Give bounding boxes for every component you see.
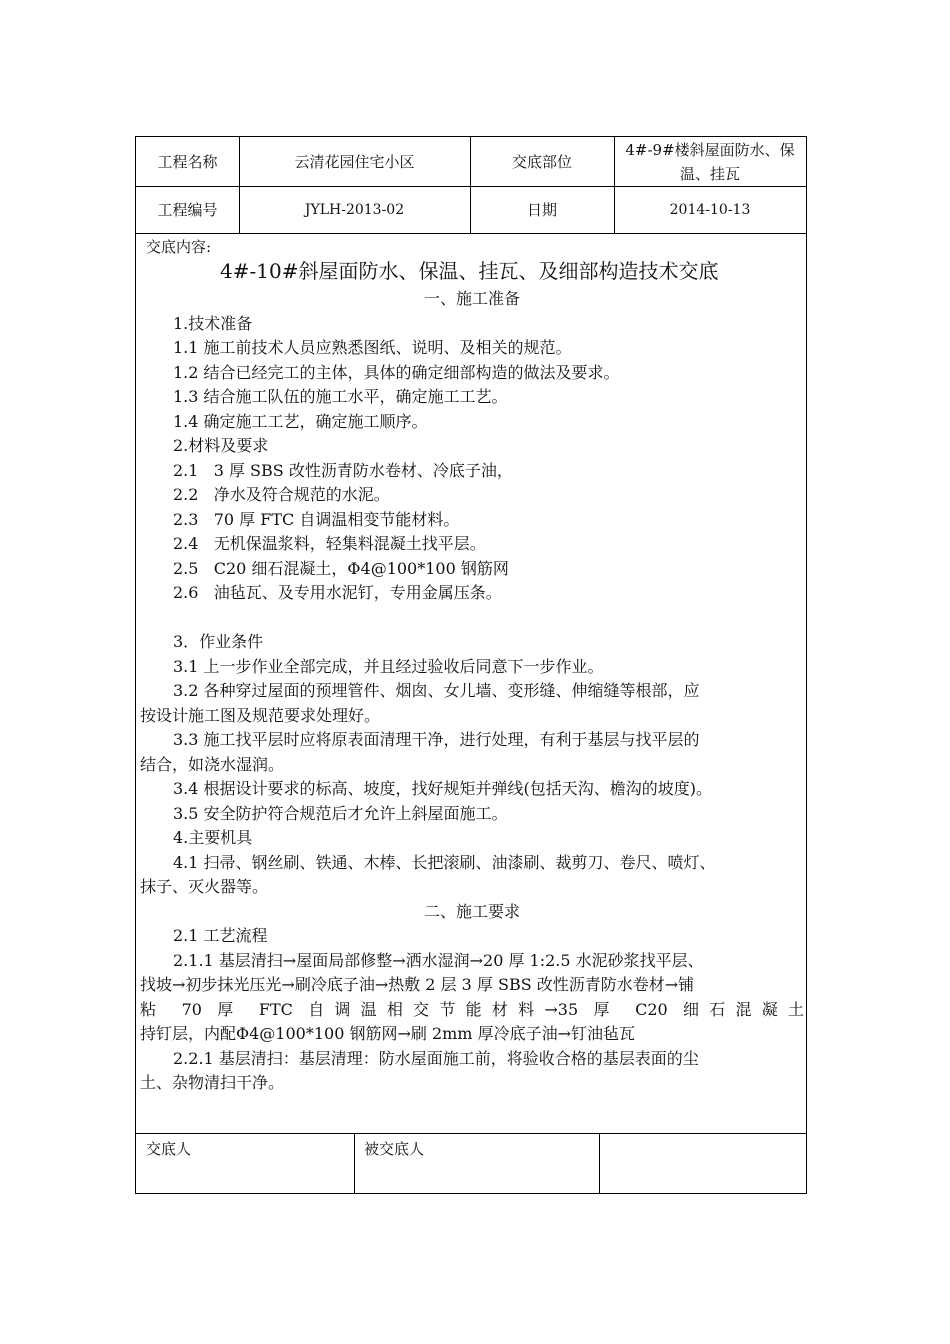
discloser-label: 交底人 (146, 1140, 192, 1158)
content-line: 结合，如浇水湿润。 (140, 755, 285, 774)
content-line: 粘 70 厚 FTC 自调温相交节能材料→35 厚 C20 细石混凝土 (140, 1000, 804, 1019)
project-number-value: JYLH-2013-02 (304, 201, 405, 218)
content-line: 3.2 各种穿过屋面的预埋管件、烟囱、女儿墙、变形缝、伸缩缝等根部，应 (173, 681, 700, 700)
content-line: 3.4 根据设计要求的标高、坡度，找好规矩并弹线(包括天沟、檐沟的坡度)。 (173, 779, 713, 798)
content-line: 1.2 结合已经完工的主体，具体的确定细部构造的做法及要求。 (173, 363, 620, 382)
content-line: 3．作业条件 (173, 632, 264, 651)
content-line: 2.1 3 厚 SBS 改性沥青防水卷材、冷底子油， (173, 461, 513, 480)
section-heading: 二、施工要求 (424, 902, 521, 921)
document-title: 4#-10#斜屋面防水、保温、挂瓦、及细部构造技术交底 (220, 259, 719, 283)
disclosure-content (136, 235, 806, 1135)
disclosure-part-label: 交底部位 (511, 152, 572, 171)
content-line: 2.4 无机保温浆料，轻集料混凝土找平层。 (173, 534, 486, 553)
receiver-label: 被交底人 (364, 1140, 425, 1158)
row-divider (136, 233, 806, 234)
content-line: 4.主要机具 (173, 828, 253, 847)
content-line: 4.1 扫帚、钢丝刷、铁通、木棒、长把滚刷、油漆刷、裁剪刀、卷尺、喷灯、 (173, 853, 716, 872)
content-line: 2.2 净水及符合规范的水泥。 (173, 485, 390, 504)
project-name-value: 云清花园住宅小区 (294, 152, 415, 171)
project-number-label: 工程编号 (157, 200, 218, 219)
date-label: 日期 (526, 200, 557, 219)
content-line: 2.3 70 厚 FTC 自调温相变节能材料。 (173, 510, 460, 529)
content-line: 1.1 施工前技术人员应熟悉图纸、说明、及相关的规范。 (173, 338, 572, 357)
content-line: 1.技术准备 (173, 314, 253, 333)
content-line: 1.4 确定施工工艺，确定施工顺序。 (173, 412, 428, 431)
content-line: 2.材料及要求 (173, 436, 269, 455)
disclosure-part-value: 4#-9#楼斜屋面防水、保温、挂瓦 (625, 140, 795, 183)
content-line: 3.1 上一步作业全部完成，并且经过验收后同意下一步作业。 (173, 657, 604, 676)
col-divider (354, 1133, 355, 1193)
section-heading: 一、施工准备 (424, 289, 521, 308)
content-line: 找坡→初步抹光压光→刷冷底子油→热敷 2 层 3 厚 SBS 改性沥青防水卷材→铺 (140, 975, 695, 994)
content-intro: 交底内容: (146, 238, 212, 256)
content-line: 3.3 施工找平层时应将原表面清理干净，进行处理，有利于基层与找平层的 (173, 730, 700, 749)
content-line: 2.2.1 基层清扫：基层清理：防水屋面施工前，将验收合格的基层表面的尘 (173, 1049, 699, 1068)
technical-disclosure-form (135, 136, 807, 1194)
content-line: 持钉层，内配Φ4@100*100 钢筋网→刷 2mm 厚冷底子油→钉油毡瓦 (140, 1024, 635, 1043)
content-line: 2.5 C20 细石混凝土，Φ4@100*100 钢筋网 (173, 559, 509, 578)
content-line: 按设计施工图及规范要求处理好。 (140, 706, 381, 725)
date-value: 2014-10-13 (669, 201, 751, 218)
content-line: 1.3 结合施工队伍的施工水平，确定施工工艺。 (173, 387, 508, 406)
col-divider (599, 1133, 600, 1193)
content-line: 2.6 油毡瓦、及专用水泥钉，专用金属压条。 (173, 583, 502, 602)
content-line: 抹子、灭火器等。 (140, 877, 269, 896)
content-line: 2.1.1 基层清扫→屋面局部修整→洒水湿润→20 厚 1:2.5 水泥砂浆找平层、 (173, 951, 704, 970)
content-line: 土、杂物清扫干净。 (140, 1073, 285, 1092)
content-line: 3.5 安全防护符合规范后才允许上斜屋面施工。 (173, 804, 508, 823)
project-name-label: 工程名称 (157, 152, 218, 171)
content-line: 2.1 工艺流程 (173, 926, 268, 945)
